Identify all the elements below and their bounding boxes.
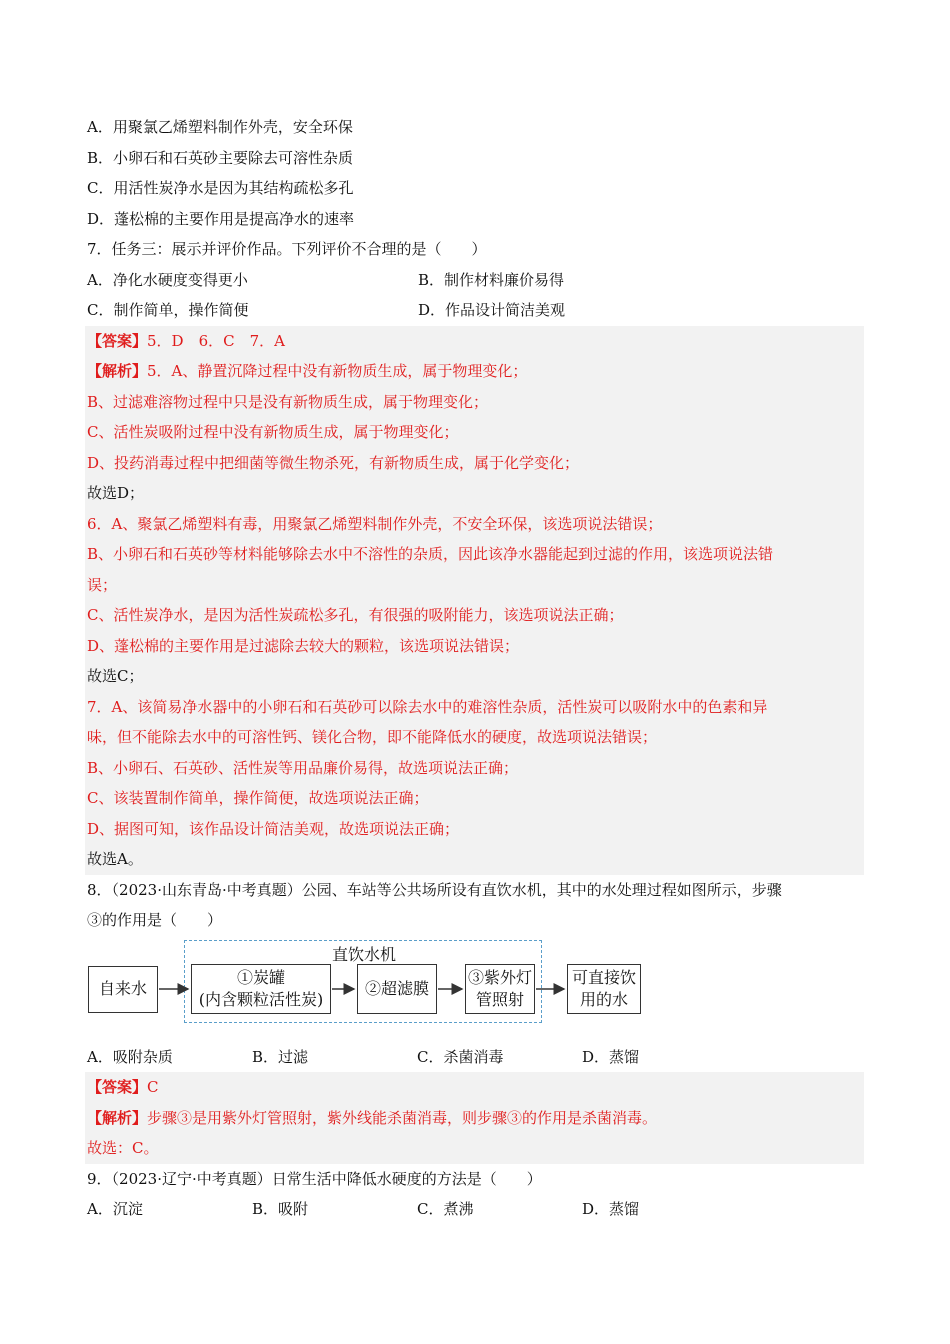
analysis-line: D、蓬松棉的主要作用是过滤除去较大的颗粒，该选项说法错误；: [87, 636, 520, 655]
answer-box-5-7: [85, 326, 864, 875]
q7-options-row1: [87, 265, 864, 296]
analysis-line: [87, 1103, 864, 1134]
analysis-tag: 【解析】: [87, 362, 148, 380]
analysis-text: 步骤③是用紫外灯管照射，紫外线能杀菌消毒，则步骤③的作用是杀菌消毒。: [147, 1108, 658, 1127]
uv-lamp-label-2: 管照射: [475, 989, 524, 1009]
conclusion-line: 故选C；: [87, 667, 144, 685]
q8-stem-line1: 8．（2023·山东青岛·中考真题）公园、车站等公共场所设有直饮水机，其中的水处理过程如图所示，步骤: [87, 880, 782, 899]
analysis-line: B、过滤难溶物过程中只是没有新物质生成，属于物理变化；: [87, 392, 489, 411]
q7-option-d: D．作品设计简洁美观: [418, 301, 566, 319]
answer-tag: 【答案】: [87, 1078, 148, 1096]
q9-stem: 9．（2023·辽宁·中考真题）日常生活中降低水硬度的方法是（ ）: [87, 1169, 542, 1188]
q7-options-row2: [87, 295, 864, 326]
q8-option-d: D．蒸馏: [582, 1047, 640, 1066]
q9-option-b: B．吸附: [252, 1200, 309, 1218]
conclusion-line: 故选A。: [87, 850, 143, 868]
conclusion-line: 故选：C。: [87, 1139, 159, 1157]
answer-text: C: [147, 1078, 159, 1096]
analysis-line: C、活性炭净水，是因为活性炭疏松多孔，有很强的吸附能力，该选项说法正确；: [87, 606, 624, 624]
analysis-line: B、小卵石和石英砂等材料能够除去水中不溶性的杂质，因此该净水器能起到过滤的作用，该选项说法错: [87, 545, 774, 563]
q7-option-a: A．净化水硬度变得更小: [87, 270, 248, 289]
q8-option-c: C．杀菌消毒: [417, 1047, 504, 1066]
answer-line: [87, 1072, 864, 1103]
water-process-diagram: [87, 936, 864, 1042]
analysis-text: 5．A、静置沉降过程中没有新物质生成，属于物理变化；: [147, 362, 528, 380]
analysis-line: C、活性炭吸附过程中没有新物质生成，属于物理变化；: [87, 423, 459, 441]
analysis-line: [87, 356, 864, 387]
q6-option-d: D．蓬松棉的主要作用是提高净水的速率: [87, 209, 355, 228]
carbon-tank-note: (内含颗粒活性炭): [198, 989, 324, 1009]
analysis-line: C、该装置制作简单，操作简便，故选项说法正确；: [87, 789, 429, 807]
q8-options: [87, 1042, 864, 1073]
q8-option-a: A．吸附杂质: [87, 1047, 173, 1066]
document-page: [87, 112, 864, 1225]
q7-option-c: C．制作简单，操作简便: [87, 301, 249, 319]
analysis-line: B、小卵石、石英砂、活性炭等用品廉价易得，故选项说法正确；: [87, 758, 519, 777]
answer-box-8: [85, 1072, 864, 1164]
answer-line: [87, 326, 864, 357]
analysis-tag: 【解析】: [87, 1108, 148, 1127]
q9-options: [87, 1194, 864, 1225]
drinkable-water-label: 可直接饮: [571, 967, 636, 987]
q7-stem: 7．任务三：展示并评价作品。下列评价不合理的是（ ）: [87, 240, 487, 258]
uv-lamp-label: ③紫外灯: [467, 967, 532, 987]
tap-water-box: 自来水: [88, 966, 158, 1013]
analysis-line: D、投药消毒过程中把细菌等微生物杀死，有新物质生成，属于化学变化；: [87, 453, 580, 472]
analysis-line: D、据图可知，该作品设计简洁美观，故选项说法正确；: [87, 819, 460, 838]
analysis-line: 6．A、聚氯乙烯塑料有毒，用聚氯乙烯塑料制作外壳，不安全环保，该选项说法错误；: [87, 514, 663, 533]
q6-option-a: A．用聚氯乙烯塑料制作外壳，安全环保: [87, 118, 353, 136]
q8-option-b: B．过滤: [252, 1047, 309, 1066]
analysis-line: 7．A、该简易净水器中的小卵石和石英砂可以除去水中的难溶性杂质，活性炭可以吸附水中的色素和异: [87, 697, 768, 716]
q9-option-a: A．沉淀: [87, 1200, 143, 1218]
analysis-line: 味，但不能除去水中的可溶性钙、镁化合物，即不能降低水的硬度，故选项说法错误；: [87, 728, 658, 746]
q9-option-c: C．煮沸: [417, 1200, 474, 1218]
flow-arrows: [87, 936, 864, 1042]
q8-stem-line2: ③的作用是（ ）: [87, 911, 223, 929]
q9-option-d: D．蒸馏: [582, 1200, 640, 1218]
answer-text: 5．D 6．C 7．A: [147, 331, 285, 350]
q6-option-b: B．小卵石和石英砂主要除去可溶性杂质: [87, 148, 354, 167]
ultrafiltration-box: ②超滤膜: [357, 964, 437, 1014]
answer-tag: 【答案】: [87, 331, 148, 350]
analysis-line: 误；: [87, 575, 118, 594]
q6-option-c: C．用活性炭净水是因为其结构疏松多孔: [87, 179, 354, 197]
q7-option-b: B．制作材料廉价易得: [418, 270, 565, 289]
carbon-tank-label: ①炭罐: [236, 967, 285, 987]
drinkable-water-label-2: 用的水: [579, 989, 628, 1009]
conclusion-line: 故选D；: [87, 484, 145, 502]
machine-title: 直饮水机: [332, 944, 397, 964]
